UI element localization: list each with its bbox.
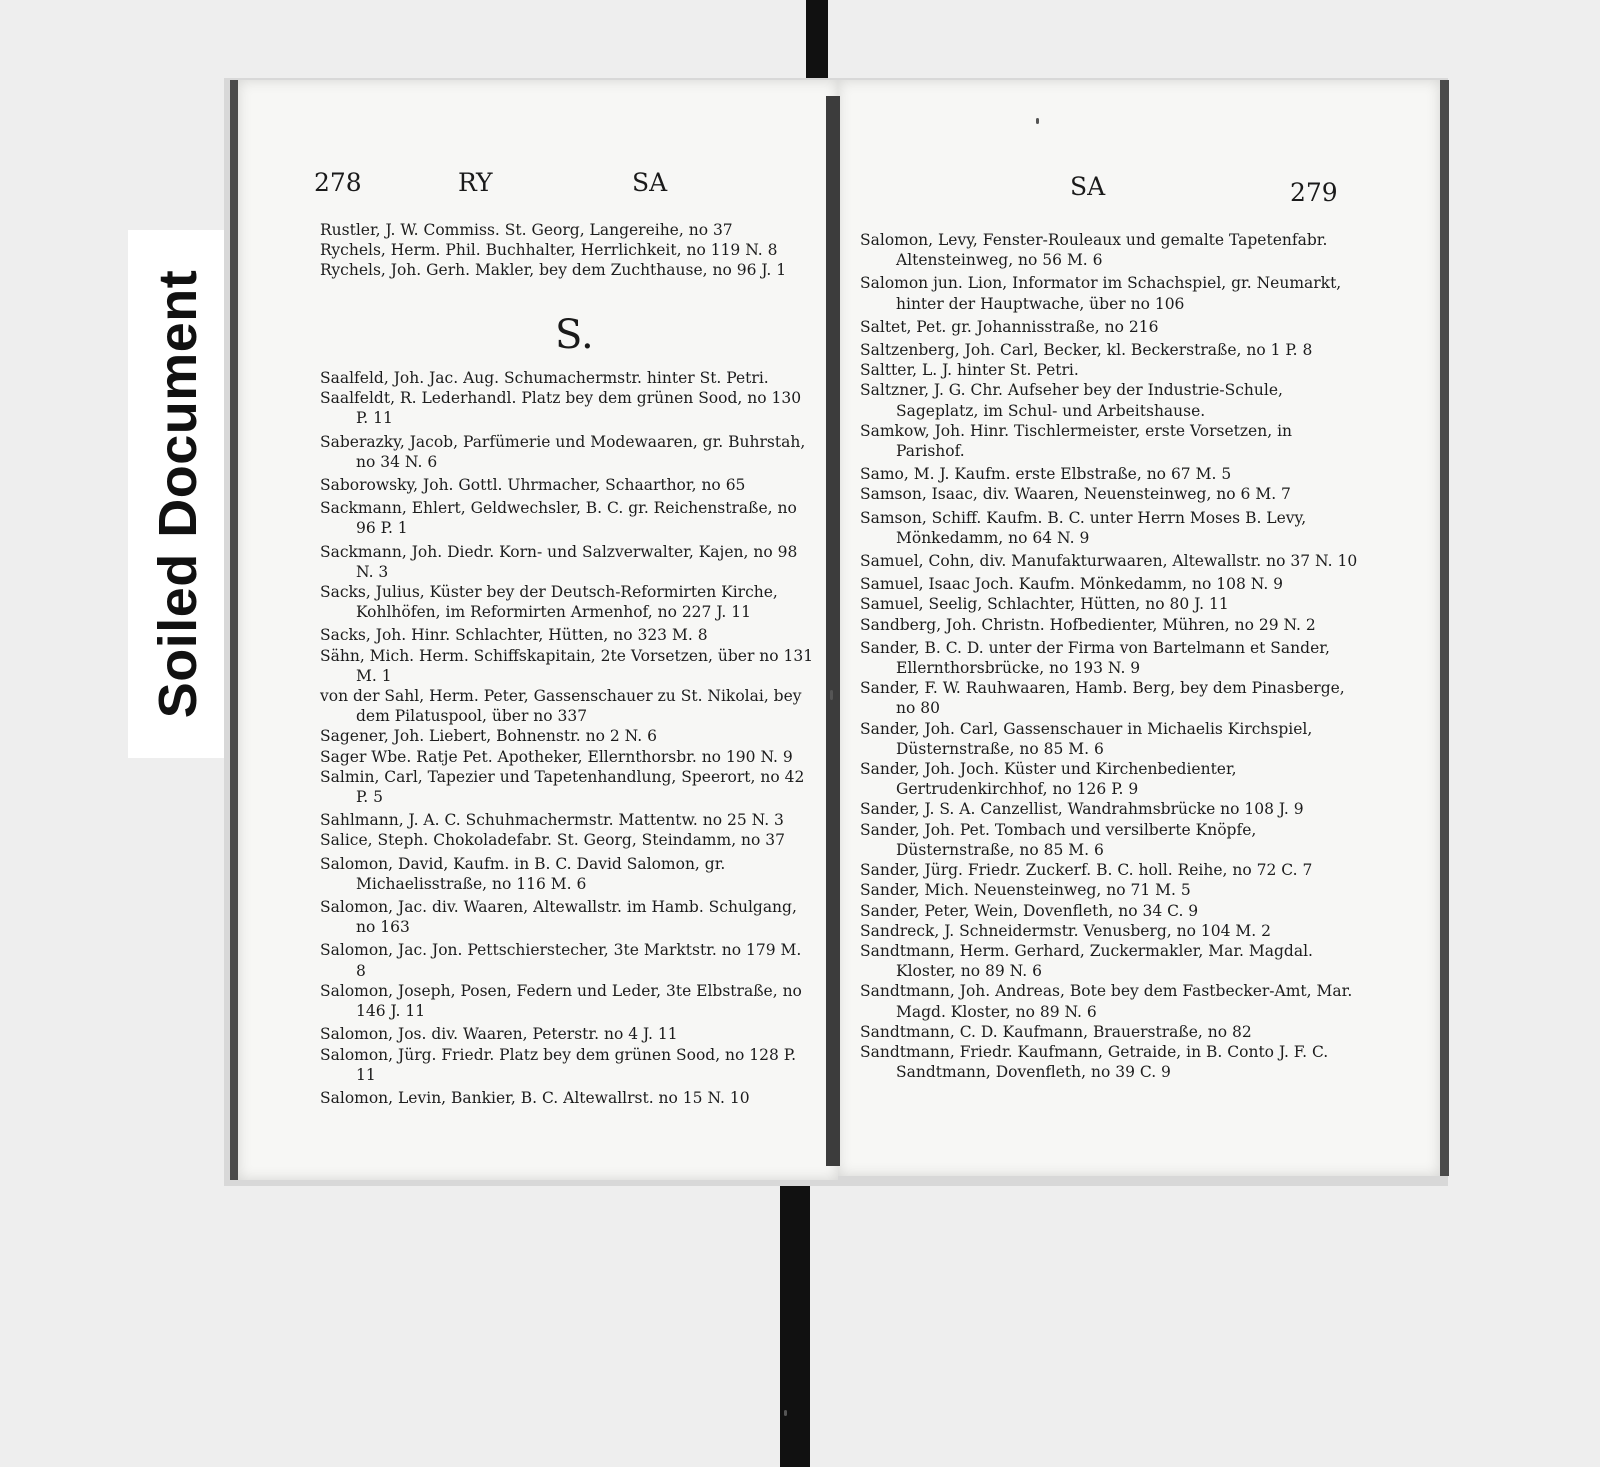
paper-speck — [830, 690, 833, 700]
directory-entry: Samkow, Joh. Hinr. Tischlermeister, erste Vorsetzen, in Parishof. — [860, 421, 1293, 461]
directory-entry: Sager Wbe. Ratje Pet. Apotheker, Ellernthorsbr. no 190 N. 9 — [320, 747, 793, 766]
directory-entry: Sandtmann, Joh. Andreas, Bote bey dem Fastbecker-Amt, Mar. Magd. Kloster, no 89 N. 6 — [860, 982, 1353, 1021]
directory-entry: Sackmann, Ehlert, Geldwechsler, B. C. gr. Reichenstraße, no 96 P. 1 — [320, 499, 797, 538]
directory-entry: Sähn, Mich. Herm. Schiffskapitain, 2te Vorsetzen, über no 131 M. 1 — [320, 646, 814, 685]
right-page-number: 279 — [1290, 178, 1338, 207]
directory-entry: Salice, Steph. Chokoladefabr. St. Georg, Steindamm, no 37 — [320, 831, 786, 850]
right-entries — [860, 230, 1358, 1082]
directory-entry: Rychels, Joh. Gerh. Makler, bey dem Zuchthause, no 96 J. 1 — [320, 261, 787, 280]
paper-speck — [1036, 118, 1039, 124]
directory-entry: Samuel, Cohn, div. Manufakturwaaren, Altewallstr. no 37 N. 10 — [860, 552, 1358, 571]
directory-entry: Salomon, David, Kaufm. in B. C. David Salomon, gr. Michaelisstraße, no 116 M. 6 — [320, 854, 726, 893]
left-entries — [320, 368, 814, 1108]
right-running-head: SA — [1070, 172, 1106, 201]
directory-entry: Sander, Mich. Neuensteinweg, no 71 M. 5 — [860, 881, 1191, 900]
directory-entry: Sander, Joh. Pet. Tombach und versilberte Knöpfe, Düsternstraße, no 85 M. 6 — [860, 820, 1257, 859]
directory-entry: Samson, Schiff. Kaufm. B. C. unter Herrn Moses B. Levy, Mönkedamm, no 64 N. 9 — [860, 508, 1307, 547]
directory-entry: Rychels, Herm. Phil. Buchhalter, Herrlichkeit, no 119 N. 8 — [320, 241, 778, 260]
left-running-head-left: RY — [458, 168, 493, 197]
directory-entry: Saltzenberg, Joh. Carl, Becker, kl. Beckerstraße, no 1 P. 8 — [860, 341, 1313, 360]
directory-entry: Saborowsky, Joh. Gottl. Uhrmacher, Schaarthor, no 65 — [320, 476, 746, 495]
directory-entry: Sander, Jürg. Friedr. Zuckerf. B. C. holl. Reihe, no 72 C. 7 — [860, 861, 1313, 880]
directory-entry: Sagener, Joh. Liebert, Bohnenstr. no 2 N. 6 — [320, 727, 657, 746]
directory-entry: Saberazky, Jacob, Parfümerie und Modewaaren, gr. Buhrstah, no 34 N. 6 — [320, 432, 806, 471]
directory-entry: Sander, Joh. Carl, Gassenschauer in Michaelis Kirchspiel, Düsternstraße, no 85 M. 6 — [860, 719, 1313, 758]
directory-entry: Sackmann, Joh. Diedr. Korn- und Salzverwalter, Kajen, no 98 N. 3 — [320, 542, 798, 581]
directory-entry: Salmin, Carl, Tapezier und Tapetenhandlung, Speerort, no 42 P. 5 — [320, 767, 805, 807]
directory-entry: Samo, M. J. Kaufm. erste Elbstraße, no 67 M. 5 — [860, 465, 1232, 484]
directory-entry: Sander, B. C. D. unter der Firma von Bartelmann et Sander, Ellernthorsbrücke, no 193 N. 9 — [860, 638, 1330, 678]
directory-entry: Saalfeldt, R. Lederhandl. Platz bey dem grünen Sood, no 130 P. 11 — [320, 389, 802, 428]
left-running-head-right: SA — [632, 168, 668, 197]
directory-entry: Sacks, Julius, Küster bey der Deutsch-Reformirten Kirche, Kohlhöfen, im Reformirten Armenhof, no 227 J. 11 — [320, 583, 778, 622]
directory-entry: Saltzner, J. G. Chr. Aufseher bey der Industrie-Schule, Sageplatz, im Schul- und Arbeitshause. — [860, 381, 1283, 420]
directory-entry: Sacks, Joh. Hinr. Schlachter, Hütten, no 323 M. 8 — [320, 626, 708, 645]
directory-entry: Samuel, Isaac Joch. Kaufm. Mönkedamm, no 108 N. 9 — [860, 575, 1284, 594]
directory-entry: Samson, Isaac, div. Waaren, Neuensteinweg, no 6 M. 7 — [860, 485, 1291, 504]
directory-entry: Salomon, Joseph, Posen, Federn und Leder, 3te Elbstraße, no 146 J. 11 — [320, 981, 802, 1021]
directory-entry: Samuel, Seelig, Schlachter, Hütten, no 80 J. 11 — [860, 595, 1229, 614]
directory-entry: Saalfeld, Joh. Jac. Aug. Schumachermstr. hinter St. Petri. — [320, 369, 769, 387]
directory-entry: Salomon, Jac. Jon. Pettschierstecher, 3te Marktstr. no 179 M. 8 — [320, 941, 802, 980]
directory-entry: Saltter, L. J. hinter St. Petri. — [860, 361, 1079, 380]
directory-entry: Salomon, Levy, Fenster-Rouleaux und gemalte Tapetenfabr. Altensteinweg, no 56 M. 6 — [860, 231, 1328, 270]
directory-entry: Sandtmann, Friedr. Kaufmann, Getraide, in B. Conto J. F. C. Sandtmann, Dovenfleth, no 39 C. 9 — [860, 1042, 1329, 1082]
book-gutter — [826, 96, 840, 1166]
directory-entry: Salomon, Jürg. Friedr. Platz bey dem grünen Sood, no 128 P. 11 — [320, 1045, 797, 1084]
label-text: Soiled Document — [148, 269, 208, 719]
directory-entry: Saltet, Pet. gr. Johannisstraße, no 216 — [860, 317, 1159, 336]
directory-entry: Sander, Joh. Joch. Küster und Kirchenbedienter, Gertrudenkirchhof, no 126 P. 9 — [860, 760, 1237, 799]
directory-entry: Sandberg, Joh. Christn. Hofbedienter, Mühren, no 29 N. 2 — [860, 615, 1316, 634]
directory-entry: Sandreck, J. Schneidermstr. Venusberg, no 104 M. 2 — [860, 921, 1271, 940]
directory-entry: Salomon, Jac. div. Waaren, Altewallstr. im Hamb. Schulgang, no 163 — [320, 898, 797, 937]
directory-entry: Sandtmann, Herm. Gerhard, Zuckermakler, Mar. Magdal. Kloster, no 89 N. 6 — [860, 941, 1313, 981]
directory-entry: Sander, J. S. A. Canzellist, Wandrahmsbrücke no 108 J. 9 — [860, 800, 1304, 819]
bookmark-ribbon-bottom — [780, 1166, 810, 1467]
left-page-number: 278 — [314, 168, 362, 197]
section-letter: S. — [555, 312, 594, 358]
directory-entry: von der Sahl, Herm. Peter, Gassenschauer zu St. Nikolai, bey dem Pilatuspool, über no 337 — [320, 687, 802, 726]
paper-speck — [784, 1410, 787, 1416]
directory-entry: Sander, F. W. Rauhwaaren, Hamb. Berg, bey dem Pinasberge, no 80 — [860, 679, 1345, 718]
directory-entry: Rustler, J. W. Commiss. St. Georg, Langereihe, no 37 — [320, 221, 733, 239]
directory-entry: Sandtmann, C. D. Kaufmann, Brauerstraße, no 82 — [860, 1022, 1252, 1041]
soiled-document-label — [128, 230, 228, 758]
directory-entry: Salomon jun. Lion, Informator im Schachspiel, gr. Neumarkt, hinter der Hauptwache, über no 106 — [860, 274, 1342, 313]
directory-entry: Salomon, Levin, Bankier, B. C. Altewallrst. no 15 N. 10 — [320, 1088, 750, 1107]
directory-entry: Sander, Peter, Wein, Dovenfleth, no 34 C. 9 — [860, 901, 1199, 920]
directory-entry: Sahlmann, J. A. C. Schuhmachermstr. Mattentw. no 25 N. 3 — [320, 811, 784, 830]
directory-entry: Salomon, Jos. div. Waaren, Peterstr. no 4 J. 11 — [320, 1025, 678, 1044]
left-pre-section-entries — [320, 220, 814, 281]
